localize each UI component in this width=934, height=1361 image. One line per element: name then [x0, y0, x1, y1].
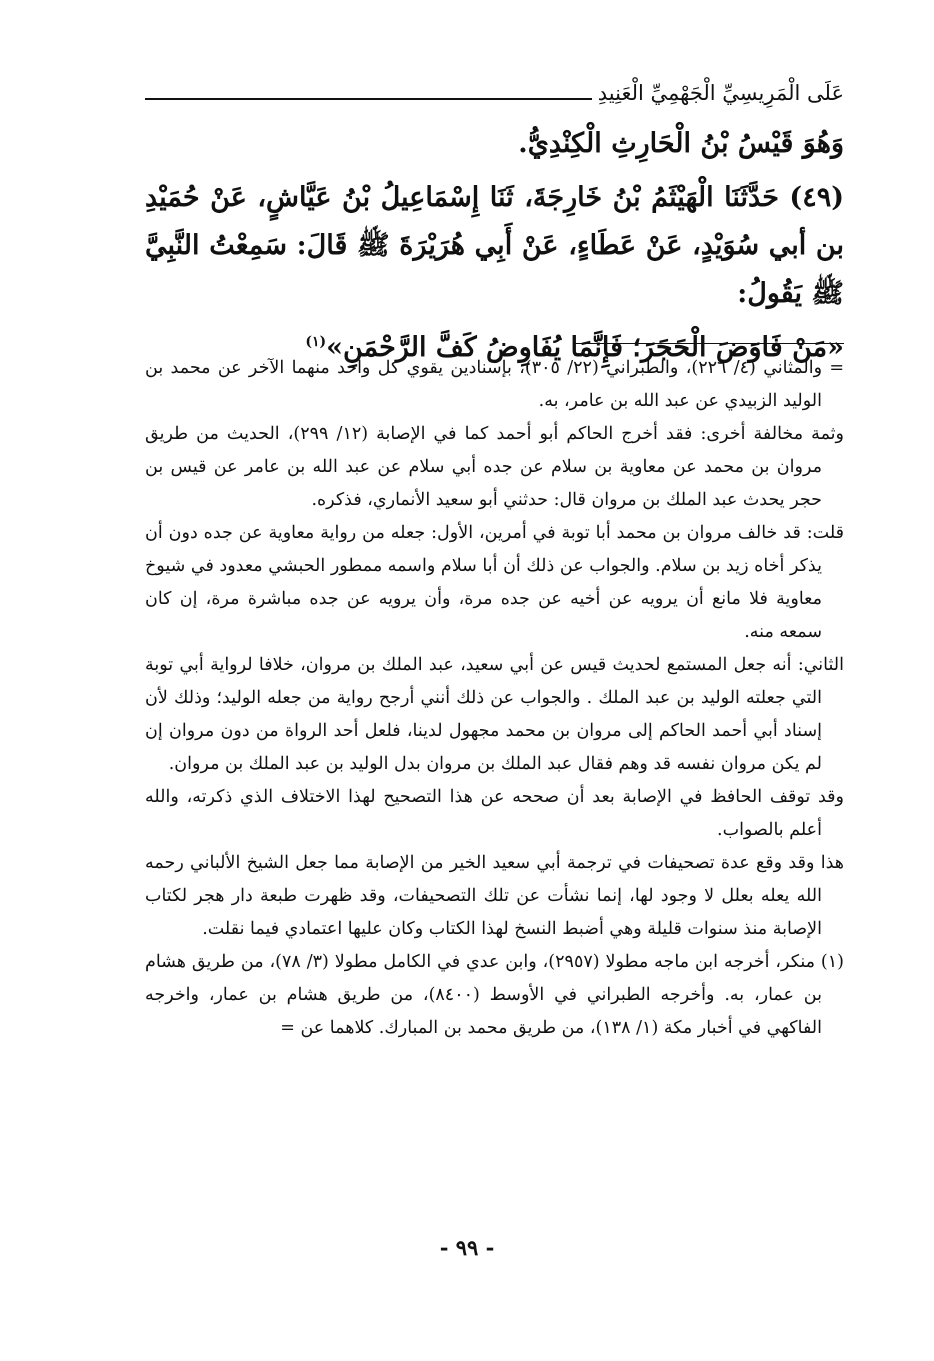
hadith-49: (٤٩) حَدَّثَنَا الْهَيْثَمُ بْنُ خَارِجَةَ، ثَنَا إِسْمَاعِيلُ بْنُ عَيَّاشٍ، عَنْ حُمَيْدِ بن أبي سُوَيْدٍ، عَنْ عَطَاءٍ، عَنْ أَبِي هُرَيْرَةَ ﷺ قَالَ: سَمِعْتُ النَّبِيَّ ﷺ يَقُولُ: [145, 182, 844, 309]
footnote-second-point: الثاني: أنه جعل المستمع لحديث قيس عن أبي سعيد، عبد الملك بن مروان، خلافا لرواية أبي توبة التي جعلته الوليد بن عبد الملك . والجواب عن ذلك أنني أرجح رواية من جعله الوليد؛ وذلك لأن إسناد أبي أحمد الحاكم إلى مروان بن محمد مجهول لدينا، فلعل أحد الرواة من دون مروان إن لم يكن مروان نفسه قد وهم فقال عبد الملك بن مروان بدل الوليد بن عبد الملك بن مروان. [145, 655, 844, 774]
main-text [145, 120, 844, 372]
header-title: عَلَى الْمَرِيسِيِّ الْجَهْمِيِّ الْعَنِيدِ [597, 81, 844, 105]
main-line-narrator: وَهُوَ قَيْسُ بْنُ الْحَارِثِ الْكِنْدِيُّ. [518, 128, 844, 159]
footnote-hafiz-note: وقد توقف الحافظ في الإصابة بعد أن صححه عن هذا التصحيح لهذا الاختلاف الذي ذكرته، والله أعلم بالصواب. [145, 787, 844, 840]
footnote-mark-1: (١) [305, 334, 327, 350]
footnote-isabah-note: هذا وقد وقع عدة تصحيفات في ترجمة أبي سعيد الخير من الإصابة مما جعل الشيخ الألباني رحمه الله يعله بعلل لا وجود لها، إنما نشأت عن تلك التصحيفات، وقد ظهرت طبعة دار هجر لكتاب الإصابة منذ سنوات قليلة وهي أضبط النسخ لهذا الكتاب وكان عليها اعتمادي فيما نقلت. [145, 853, 844, 939]
footnote-other-variance: وثمة مخالفة أخرى: فقد أخرج الحاكم أبو أحمد كما في الإصابة (١٢/ ٢٩٩)، الحديث من طريق مروان بن محمد عن معاوية بن سلام عن جده أبي سلام عن عبد الله بن عامر عن قيس بن حجر يحدث عبد الملك بن مروان قال: حدثني أبو سعيد الأنماري، فذكره. [145, 424, 845, 510]
footnote-first-point: قلت: قد خالف مروان بن محمد أبا توبة في أمرين، الأول: جعله من رواية معاوية عن جده دون أن يذكر أخاه زيد بن سلام. والجواب عن ذلك أن أبا سلام واسمه ممطور الحبشي معدود في شيوخ معاوية فلا مانع أن يرويه عن أخيه عن جده مرة، وأن يرويه عن جده مباشرة مرة، إن كان سمعه منه. [145, 523, 844, 642]
header-rule [145, 98, 592, 100]
page-number: - ٩٩ - [439, 1235, 495, 1260]
footnote-separator [574, 343, 844, 344]
running-header [145, 74, 844, 104]
footnotes [145, 352, 844, 1045]
hadith-quote: «مَنْ فَاوَضَ الْحَجَرَ؛ فَإِنَّمَا يُفَاوِضُ كَفَّ الرَّحْمَنِ» [326, 332, 844, 363]
footnote-1: (١) منكر، أخرجه ابن ماجه مطولا (٢٩٥٧)، وابن عدي في الكامل مطولا (٣/ ٧٨)، من طريق هشام بن عمار، به. وأخرجه الطبراني في الأوسط (٨٤٠٠)، من طريق هشام بن عمار، واخرجه الفاكهي في أخبار مكة (١/ ١٣٨)، من طريق محمد بن المبارك. كلاهما عن = [145, 952, 844, 1038]
footnote-continuation: = والمثاني (٤/ ٢٢٦)، والطبراني (٢٢/ ٣٠٥)، بإسنادين يقوي كل واحد منهما الآخر عن محمد بن الوليد الزبيدي عن عبد الله بن عامر، به. [145, 358, 845, 411]
